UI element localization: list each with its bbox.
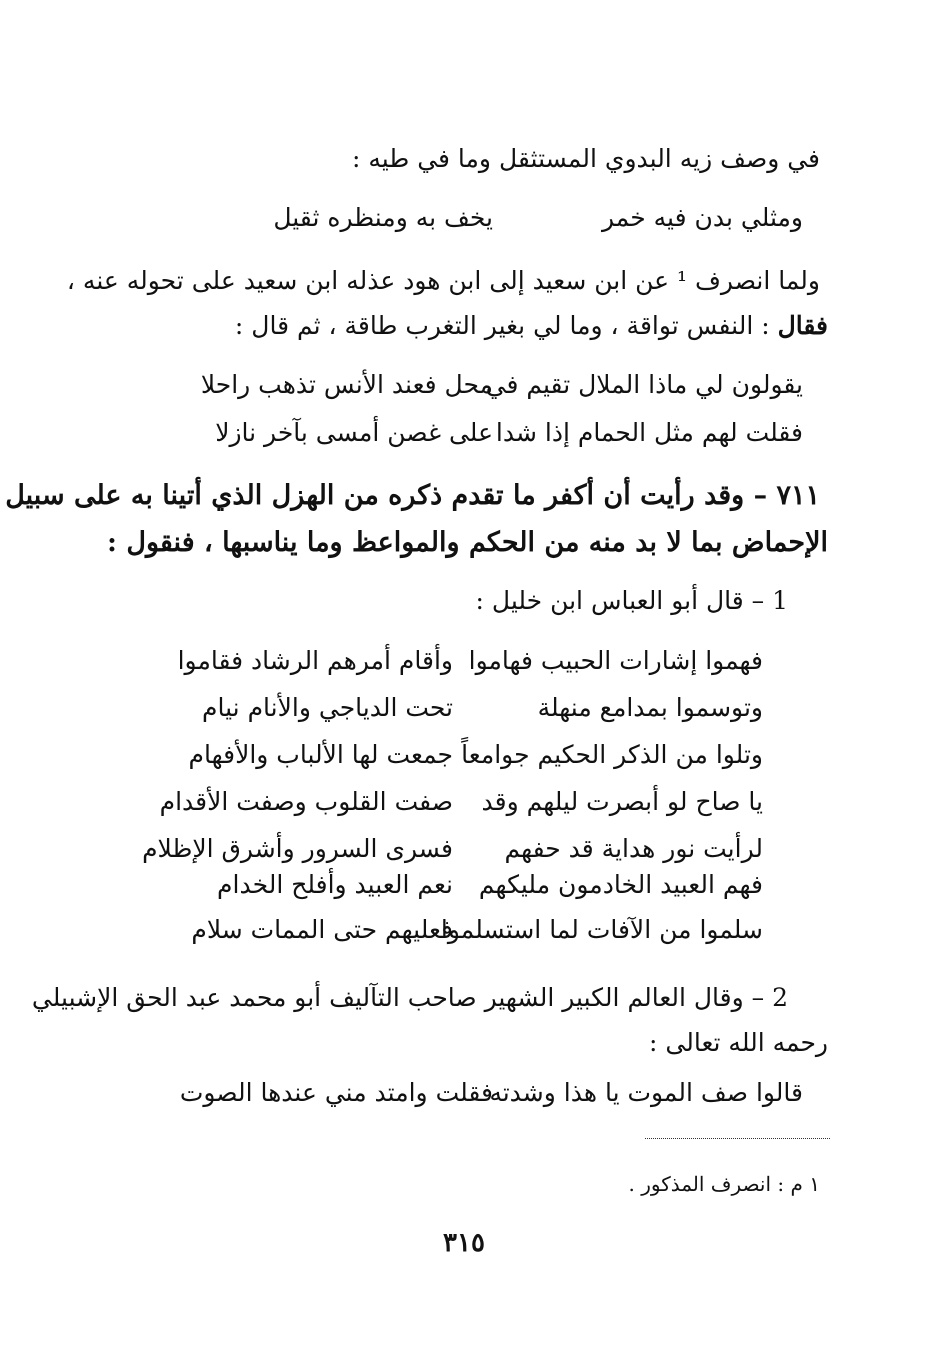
hemistich-second: يخف به ومنظره ثقيل	[273, 203, 493, 232]
hemistich-second: على غصن أمسى بآخر نازلا	[215, 418, 493, 447]
verse-line	[191, 915, 763, 944]
verse-single	[273, 203, 803, 232]
verse-line	[215, 418, 803, 447]
page-number: ٣١٥	[443, 1228, 485, 1258]
verse-line	[217, 870, 763, 899]
hemistich-second: فسرى السرور وأشرق الإظلام	[142, 834, 453, 863]
hemistich-first: وتلوا من الذكر الحكيم جوامعاً	[461, 740, 763, 769]
hemistich-first: ومثلي بدن فيه خمر	[601, 203, 803, 232]
footnote: ١ م : انصرف المذكور .	[628, 1172, 820, 1196]
hemistich-second: تحت الدياجي والأنام نيام	[202, 693, 453, 722]
hemistich-first: لرأيت نور هداية قد حفهم	[504, 834, 763, 863]
bold-word: فقال	[777, 311, 828, 340]
paragraph-text: : النفس تواقة ، وما لي بغير التغرب طاقة ، ثم قال :	[234, 311, 770, 340]
verse-line	[202, 693, 763, 722]
hemistich-second: فعليهم حتى الممات سلام	[191, 915, 453, 944]
hemistich-second: نعم العبيد وأفلح الخدام	[217, 870, 453, 899]
section-heading-line: ٧١١ – وقد رأيت أن أكفر ما تقدم ذكره من الهزل الذي أتينا به على سبيل	[5, 480, 820, 511]
verse-line	[180, 1078, 803, 1107]
hemistich-first: يقولون لي ماذا الملال تقيم في	[485, 370, 803, 399]
item-heading: 1 – قال أبو العباس ابن خليل :	[475, 586, 788, 615]
hemistich-first: يا صاح لو أبصرت ليلهم وقد	[481, 787, 763, 816]
verse-line	[142, 834, 763, 863]
hemistich-first: فقلت لهم مثل الحمام إذا شدا	[495, 418, 803, 447]
hemistich-second: صفت القلوب وصفت الأقدام	[159, 787, 453, 816]
footnote-separator	[645, 1138, 830, 1139]
verse-line	[201, 370, 803, 399]
hemistich-second: محل فعند الأنس تذهب راحلا	[200, 370, 493, 399]
item-heading: 2 – وقال العالم الكبير الشهير صاحب التآليف أبو محمد عبد الحق الإشبيلي	[31, 983, 788, 1012]
paragraph-line	[235, 313, 828, 338]
intro-line: في وصف زيه البدوي المستثقل وما في طيه :	[352, 144, 820, 173]
hemistich-second: فقلت وامتد مني عندها الصوت	[179, 1078, 493, 1107]
paragraph-line: ولما انصرف ¹ عن ابن سعيد إلى ابن هود عذله ابن سعيد على تحوله عنه ،	[66, 266, 820, 295]
hemistich-first: قالوا صف الموت يا هذا وشدته	[489, 1078, 803, 1107]
section-heading-line: الإحماض بما لا بد منه من الحكم والمواعظ وما يناسبها ، فنقول :	[106, 527, 828, 558]
hemistich-second: جمعت لها الألباب والأفهام	[188, 740, 453, 769]
item-heading: رحمه الله تعالى :	[649, 1028, 828, 1057]
hemistich-first: فهم العبيد الخادمون مليكهم	[478, 870, 763, 899]
verse-line	[178, 646, 763, 675]
hemistich-first: فهموا إشارات الحبيب فهاموا	[468, 646, 763, 675]
hemistich-first: وتوسموا بمدامع منهلة	[537, 693, 763, 722]
hemistich-first: سلموا من الآفات لما استسلموا	[440, 915, 763, 944]
hemistich-second: وأقام أمرهم الرشاد فقاموا	[177, 646, 453, 675]
verse-line	[189, 740, 763, 769]
verse-line	[160, 787, 763, 816]
